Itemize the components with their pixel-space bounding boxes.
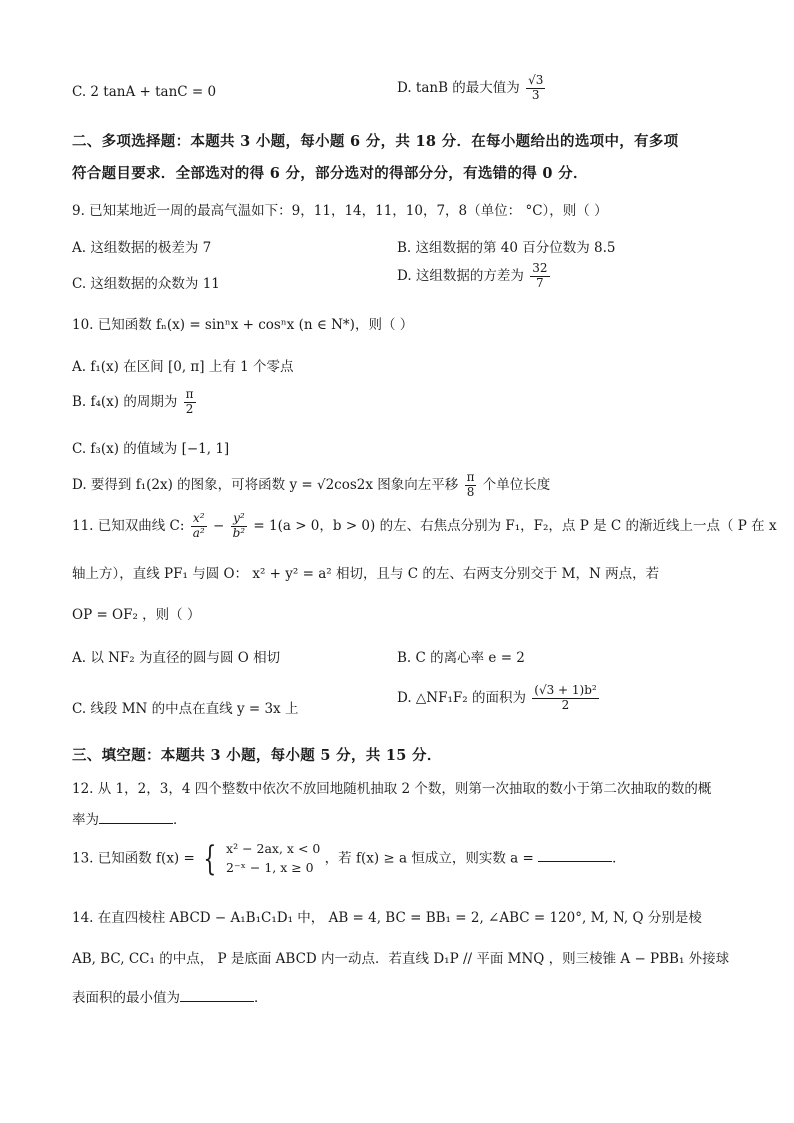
section3-heading: 三、填空题：本题共 3 小题，每小题 5 分，共 15 分．	[72, 747, 442, 764]
q14-stem-line2: AB, BC, CC₁ 的中点， P 是底面 ABCD 内一动点．若直线 D₁P // 平面 MNQ ，则三棱锥 A − PBB₁ 外接球	[72, 951, 730, 967]
q9-option-d: D. 这组数据的方差为 $\frac{32}{7}$	[397, 261, 548, 290]
q14-stem-line1: 14. 在直四棱柱 ABCD − A₁B₁C₁D₁ 中， AB = 4, BC = BB₁ = 2, ∠ABC = 120°, M, N, Q 分别是棱	[72, 910, 702, 926]
q14-answer-blank[interactable]	[180, 989, 254, 1002]
q10-option-c: C. f₃(x) 的值域为 [−1, 1]	[72, 441, 230, 457]
q8-option-d: D. tanB 的最大值为 $\frac{√3}{3}$	[397, 73, 544, 102]
q10-option-a: A. f₁(x) 在区间 [0, π] 上有 1 个零点	[72, 359, 294, 375]
q12-stem-line2: 率为 ．	[72, 812, 187, 828]
q11-stem-line2: 轴上方），直线 PF₁ 与圆 O： x² + y² = a² 相切，且与 C 的左、右两支分别交于 M，N 两点，若	[72, 566, 660, 582]
q11-stem-line3: OP = OF₂ ，则（ ）	[72, 607, 201, 623]
q10-option-b: B. f₄(x) 的周期为 $\frac{\pi}{2}$	[72, 387, 194, 416]
q10-stem: 10. 已知函数 fₙ(x) = sinⁿx + cosⁿx (n ∈ N*)，则（ ）	[72, 317, 414, 333]
q11-option-a: A. 以 NF₂ 为直径的圆与圆 O 相切	[72, 650, 281, 666]
q9-option-b: B. 这组数据的第 40 百分位数为 8.5	[397, 240, 616, 256]
q12-answer-blank[interactable]	[99, 811, 173, 824]
q8-option-c: C. 2 tanA + tanC = 0	[72, 84, 217, 100]
q11-stem-line1: 11. 已知双曲线 C: $\frac{\text{x²}}{\text{a²}}$ − $\frac{\text{y²}}{\text{b²}}$ = 1(a > 0，b > 0) 的左、右焦点分别为 F₁，F₂，点 P 是 C 的渐近线上一点（ P 在 x	[72, 511, 777, 540]
q11-option-b: B. C 的离心率 e = 2	[397, 650, 525, 666]
q9-stem: 9. 已知某地近一周的最高气温如下：9，11，14，11，10，7，8（单位： °C），则（ ）	[72, 203, 608, 219]
section2-heading-line1: 二、多项选择题：本题共 3 小题，每小题 6 分，共 18 分．在每小题给出的选项中，有多项	[72, 133, 679, 150]
q11-option-c: C. 线段 MN 的中点在直线 y = 3x 上	[72, 701, 299, 717]
q12-stem-line1: 12. 从 1，2，3，4 四个整数中依次不放回地随机抽取 2 个数，则第一次抽取的数小于第二次抽取的数的概	[72, 781, 712, 797]
q14-stem-line3: 表面积的最小值为 ．	[72, 990, 268, 1006]
q9-option-a: A. 这组数据的极差为 7	[72, 240, 212, 256]
q10-option-d: D. 要得到 f₁(2x) 的图象，可将函数 y = √2cos2x 图象向左平移 $\frac{\pi}{8}$ 个单位长度	[72, 470, 551, 499]
section2-heading-line2: 符合题目要求．全部选对的得 6 分，部分选对的得部分分，有选错的得 0 分．	[72, 165, 588, 182]
q13-stem: 13. 已知函数 f(x) = { x² − 2ax, x < 0 2⁻ˣ − 1, x ≥ 0 ，若 f(x) ≥ a 恒成立，则实数 a = ．	[72, 838, 626, 879]
q9-option-c: C. 这组数据的众数为 11	[72, 276, 220, 292]
q13-answer-blank[interactable]	[538, 849, 612, 862]
q11-option-d: D. △NF₁F₂ 的面积为 $\frac{\text{(√3 + 1)b²}}{2}$	[397, 683, 597, 712]
